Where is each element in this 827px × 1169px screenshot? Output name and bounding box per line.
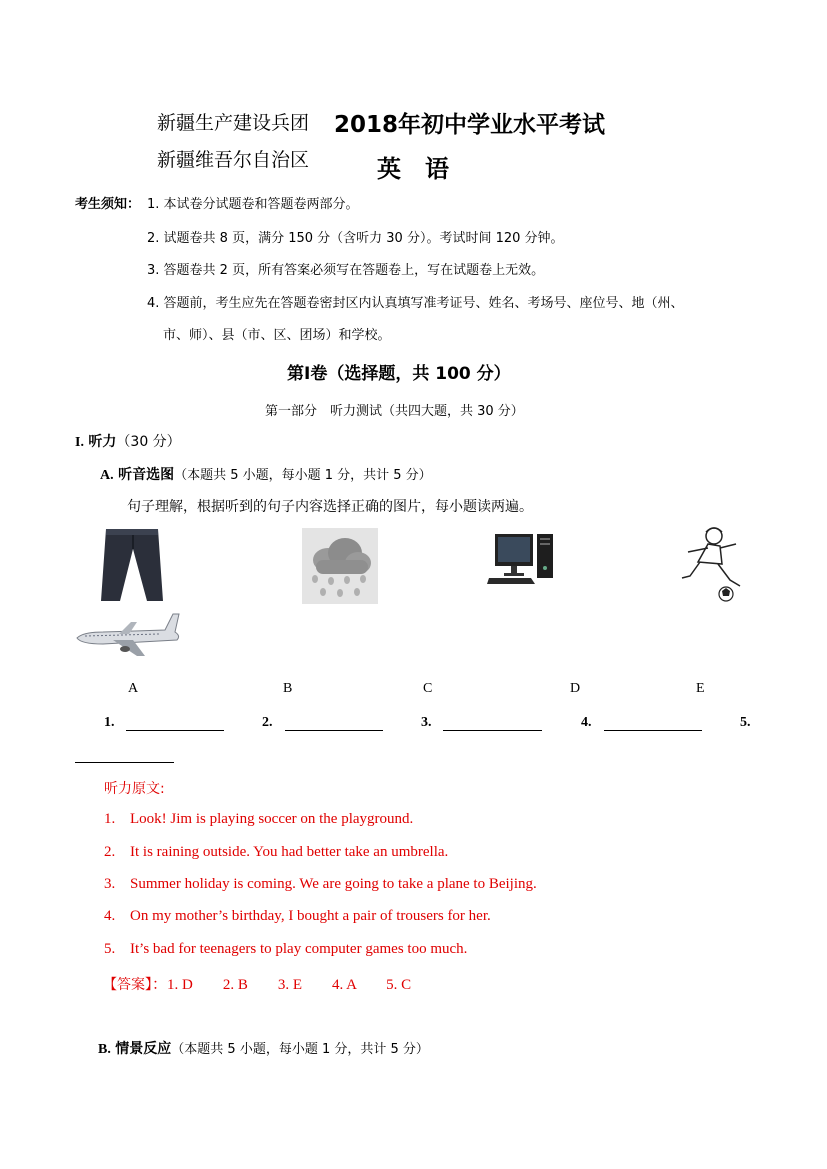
transcript-line <box>104 941 467 958</box>
section-b-title: 情景反应 <box>115 1041 172 1057</box>
answer-key-label: 【答案】 <box>103 977 152 993</box>
exam-title: 2018年初中学业水平考试 <box>334 112 606 138</box>
instruction-item: 1. 本试卷分试题卷和答题卷两部分。 <box>147 197 359 212</box>
trousers-picture <box>98 527 166 605</box>
answer-blank[interactable] <box>126 716 224 731</box>
transcript-line-text: It’s bad for teenagers to play computer games too much. <box>130 941 468 957</box>
rain-cloud-picture <box>302 528 378 604</box>
transcript-label: 听力原文: <box>104 781 165 797</box>
section-1-number: I. <box>75 435 84 450</box>
section-b-note: （本题共 5 小题，每小题 1 分，共计 5 分） <box>171 1042 429 1057</box>
transcript-line-text: Look! Jim is playing soccer on the playground. <box>130 811 414 827</box>
subject-title: 英 语 <box>377 155 449 183</box>
section-a-heading <box>100 464 432 484</box>
picture-letter-a: A <box>128 681 139 696</box>
answer-blank[interactable] <box>285 716 383 731</box>
instruction-item: 市、师）、县（市、区、团场）和学校。 <box>163 328 391 343</box>
computer-picture <box>487 530 561 590</box>
transcript-line-text: It is raining outside. You had better take an umbrella. <box>130 844 449 860</box>
instructions-label: 考生须知： <box>75 197 141 212</box>
soccer-player-picture <box>678 524 754 604</box>
section-a-instruction: 句子理解，根据听到的句子内容选择正确的图片，每小题读两遍。 <box>127 499 533 515</box>
transcript-line-text: Summer holiday is coming. We are going to take a plane to Beijing. <box>130 876 537 892</box>
answer-blank[interactable] <box>443 716 542 731</box>
issuer-line-2: 新疆维吾尔自治区 <box>157 149 310 171</box>
picture-letter-e: E <box>696 681 705 696</box>
section-a-title: 听音选图 <box>118 467 175 483</box>
section-1-title: 听力 <box>88 434 117 450</box>
question-number: 1. <box>104 715 115 730</box>
section-b-heading <box>98 1038 429 1058</box>
answer-key-values: ：1. D 2. B 3. E 4. A 5. C <box>152 977 412 993</box>
section-b-label: B. <box>98 1042 111 1057</box>
answer-blank[interactable] <box>75 748 174 763</box>
volume-title: 第Ⅰ卷（选择题，共 100 分） <box>287 364 511 384</box>
answer-blank[interactable] <box>604 716 702 731</box>
transcript-line <box>104 844 448 861</box>
airplane-picture <box>73 608 183 660</box>
part-title: 第一部分 听力测试（共四大题，共 30 分） <box>265 404 524 419</box>
transcript-line-number: 4. <box>104 908 116 924</box>
section-1-score: （30 分） <box>116 434 181 450</box>
transcript-line-number: 5. <box>104 941 116 957</box>
question-number: 2. <box>262 715 273 730</box>
question-number: 5. <box>740 715 751 730</box>
transcript-line-number: 3. <box>104 876 116 892</box>
question-number: 4. <box>581 715 592 730</box>
section-a-note: （本题共 5 小题，每小题 1 分，共计 5 分） <box>174 468 432 483</box>
transcript-line-number: 1. <box>104 811 116 827</box>
question-number: 3. <box>421 715 432 730</box>
instruction-item: 4. 答题前，考生应先在答题卷密封区内认真填写准考证号、姓名、考场号、座位号、地（州、 <box>147 296 684 311</box>
section-1-heading <box>75 431 181 451</box>
transcript-line <box>104 908 491 925</box>
transcript-line <box>104 811 413 828</box>
answer-key <box>103 973 411 994</box>
transcript-line <box>104 876 537 893</box>
picture-letter-d: D <box>570 681 581 696</box>
transcript-line-number: 2. <box>104 844 116 860</box>
picture-letter-b: B <box>283 681 293 696</box>
instruction-item: 2. 试题卷共 8 页，满分 150 分（含听力 30 分）。考试时间 120 分钟。 <box>147 231 564 246</box>
section-a-label: A. <box>100 468 114 483</box>
transcript-line-text: On my mother’s birthday, I bought a pair of trousers for her. <box>130 908 491 924</box>
picture-letter-c: C <box>423 681 433 696</box>
instruction-item: 3. 答题卷共 2 页，所有答案必须写在答题卷上，写在试题卷上无效。 <box>147 263 545 278</box>
issuer-line-1: 新疆生产建设兵团 <box>157 112 310 134</box>
